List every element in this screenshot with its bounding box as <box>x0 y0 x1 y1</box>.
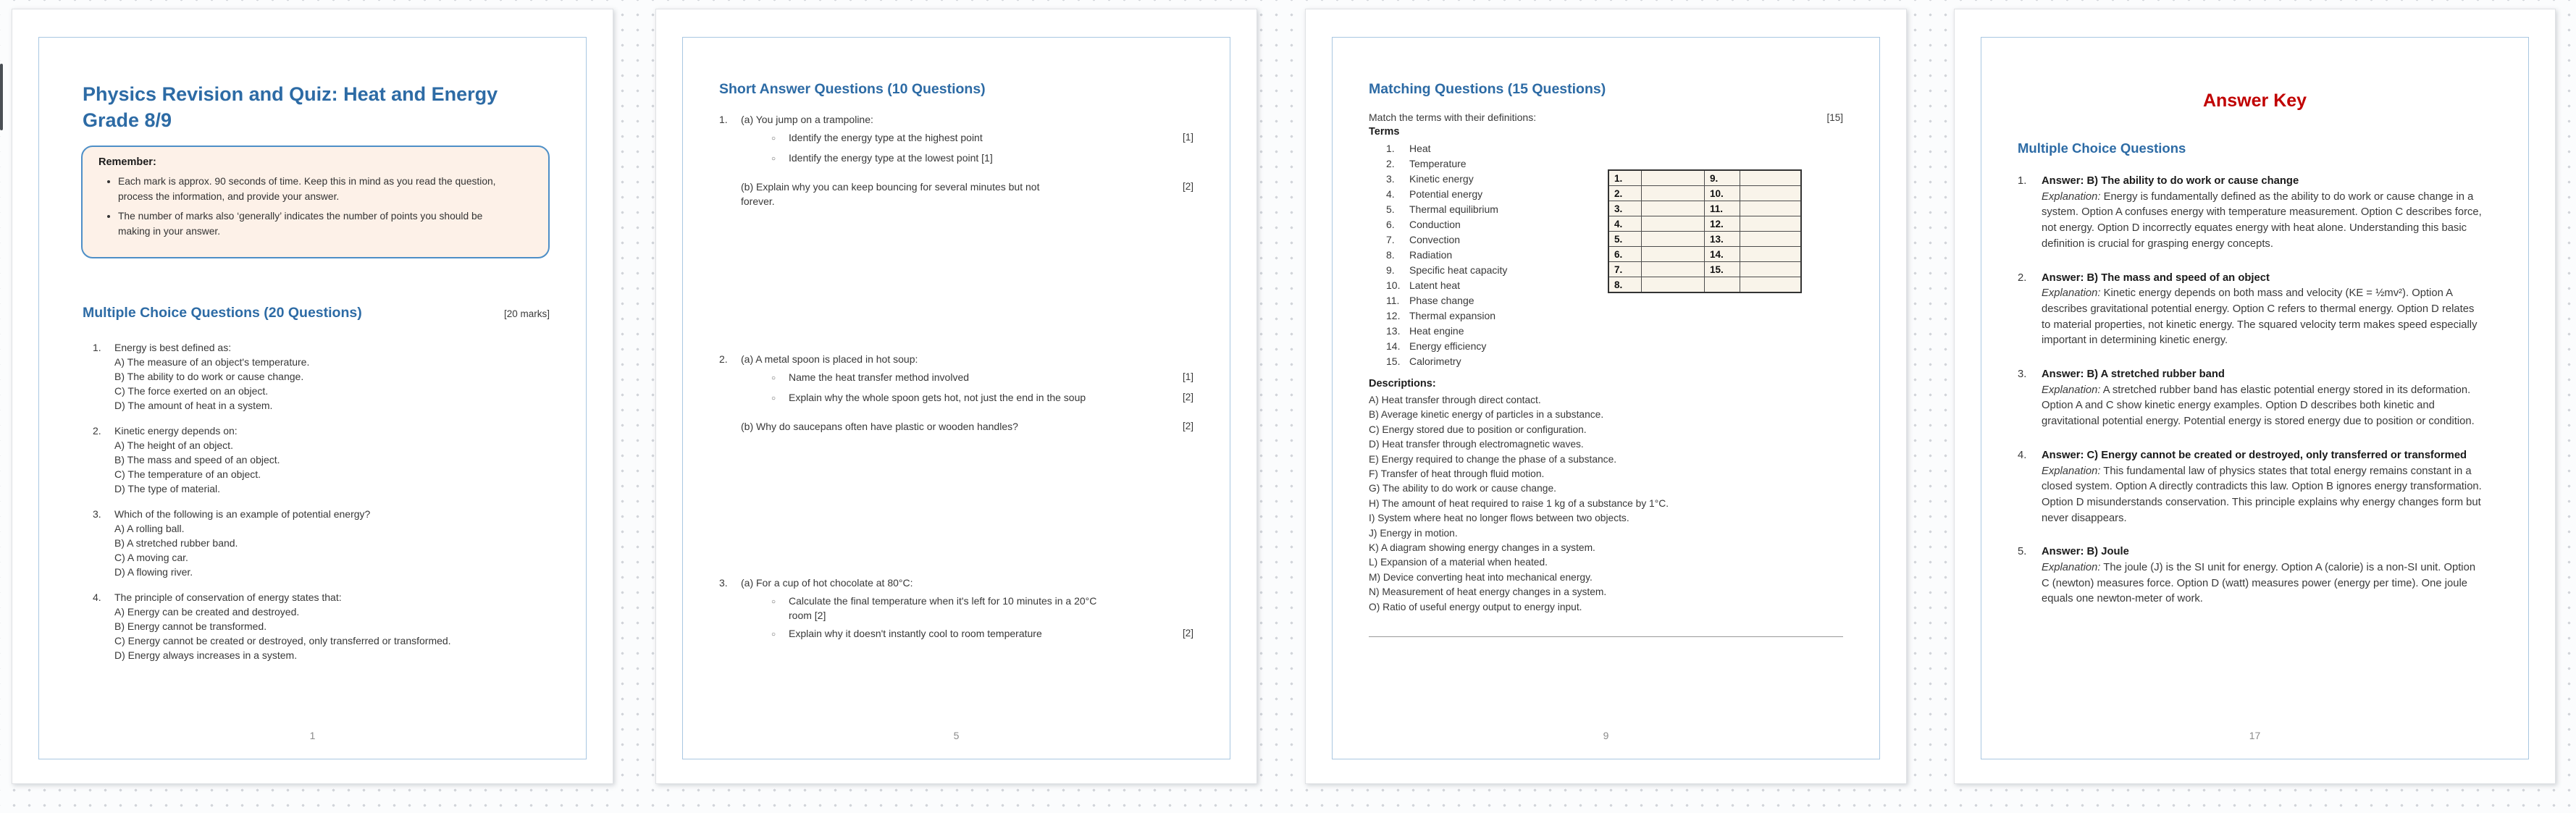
footer-divider <box>1369 636 1843 637</box>
table-cell-blank <box>1740 262 1802 277</box>
term-number: 2. <box>1386 158 1395 169</box>
table-cell-number: 13. <box>1705 232 1740 247</box>
part-b-text: (b) Why do saucepans often have plastic or wooden handles? <box>741 421 1018 432</box>
term-text: Phase change <box>1409 295 1474 306</box>
description-line: H) The amount of heat required to raise 1 kg of a substance by 1°C. <box>1369 497 1669 509</box>
question-number: 2. <box>93 424 101 437</box>
descriptions-label: Descriptions: <box>1369 378 1436 389</box>
term-text: Temperature <box>1409 158 1467 169</box>
table-cell-blank <box>1642 247 1705 262</box>
mcq-list <box>93 340 550 662</box>
mcq-question-4 <box>93 590 550 662</box>
table-cell-number: 4. <box>1608 216 1642 232</box>
description-line: C) Energy stored due to position or configuration. <box>1369 424 1587 435</box>
table-cell-number: 14. <box>1705 247 1740 262</box>
sub-question <box>741 370 1193 387</box>
table-cell-blank <box>1740 201 1802 216</box>
term-text: Convection <box>1409 234 1461 245</box>
answer-line: Answer: B) The mass and speed of an object <box>2042 271 2270 284</box>
answer-line: Answer: B) Joule <box>2042 546 2129 558</box>
term-number: 4. <box>1386 188 1395 200</box>
mcq-total-marks: [20 marks] <box>503 308 550 319</box>
description-line: L) Expansion of a material when heated. <box>1369 557 1548 568</box>
term-number: 8. <box>1386 249 1395 261</box>
description-line: J) Energy in motion. <box>1369 527 1458 539</box>
option-line: B) Energy cannot be transformed. <box>114 620 267 632</box>
term-item <box>1386 308 1843 324</box>
sa-question-3 <box>719 576 1193 643</box>
table-cell-blank <box>1740 232 1802 247</box>
table-cell-number: 15. <box>1705 262 1740 277</box>
description-line: G) The ability to do work or cause change. <box>1369 483 1556 494</box>
sa-question-2 <box>719 352 1193 434</box>
description-line: N) Measurement of heat energy changes in a system. <box>1369 586 1607 598</box>
table-row <box>1608 186 1801 201</box>
answer-number: 2. <box>2018 271 2027 284</box>
sub-question <box>741 151 1193 167</box>
terms-label: Terms <box>1369 126 1400 138</box>
explanation-text: A stretched rubber band has elastic potential energy stored in its deformation. Option A and C show kinetic energy examples. Option D describes both kinetic and gravitational potential energy. Potential energy is stored energy due to position or condition. <box>2042 384 2475 428</box>
left-edge-artifact <box>0 64 3 130</box>
marks-badge: [15] <box>1826 112 1843 123</box>
term-text: Radiation <box>1409 249 1453 261</box>
explanation-text: Kinetic energy depends on both mass and velocity (KE = ½mv²). Option A describes gravitational potential energy. Option C refers to thermal energy. Option D relates to material properties, not kinetic energy. The squared velocity term makes speed especially important in determining kinetic energy. <box>2042 287 2478 347</box>
table-cell-blank <box>1740 277 1802 293</box>
table-cell-number: 10. <box>1705 186 1740 201</box>
option-line: D) The amount of heat in a system. <box>114 399 273 411</box>
explanation <box>2042 464 2483 527</box>
sub-question <box>741 594 1193 623</box>
explanation-label: Explanation: <box>2042 190 2101 203</box>
answer-line: Answer: B) A stretched rubber band <box>2042 368 2225 381</box>
table-row <box>1608 262 1801 277</box>
term-text: Thermal expansion <box>1409 310 1496 321</box>
table-cell-number: 11. <box>1705 201 1740 216</box>
mcq-heading: Multiple Choice Questions (20 Questions) <box>83 304 362 321</box>
table-cell-number <box>1705 277 1740 293</box>
matching-instruction-row <box>1369 111 1843 123</box>
description-line: M) Device converting heat into mechanical energy. <box>1369 571 1593 583</box>
term-item <box>1386 324 1843 339</box>
table-cell-number: 5. <box>1608 232 1642 247</box>
term-item <box>1386 293 1843 308</box>
term-text: Heat <box>1409 143 1431 154</box>
description-line: F) Transfer of heat through fluid motion. <box>1369 468 1545 480</box>
page-number: 1 <box>309 730 316 741</box>
option-line: B) A stretched rubber band. <box>114 536 238 549</box>
option-line: C) A moving car. <box>114 551 188 563</box>
marks-badge: [1] <box>1182 371 1193 382</box>
mcq-question-1 <box>93 340 550 413</box>
option-line: A) Energy can be created and destroyed. <box>114 605 300 618</box>
table-cell-blank <box>1740 247 1802 262</box>
explanation-text: The joule (J) is the SI unit for energy. Option A (calorie) is a non-SI unit. Option C (newton) measures force. Option D (watt) measures power (energy per time). One joule equals one newton-meter of work. <box>2042 562 2476 605</box>
mcq-question-3 <box>93 507 550 579</box>
term-text: Calorimetry <box>1409 355 1461 367</box>
table-cell-number: 9. <box>1705 170 1740 186</box>
term-number: 12. <box>1386 310 1401 321</box>
table-cell-number: 12. <box>1705 216 1740 232</box>
explanation-label: Explanation: <box>2042 384 2101 396</box>
explanation-label: Explanation: <box>2042 287 2101 300</box>
term-number: 3. <box>1386 173 1395 185</box>
option-line: C) Energy cannot be created or destroyed, only transferred or transformed. <box>114 634 451 646</box>
matching-instruction: Match the terms with their definitions: <box>1369 111 1537 123</box>
question-text: Kinetic energy depends on: <box>114 424 238 437</box>
option-line: D) The type of material. <box>114 482 221 494</box>
term-text: Potential energy <box>1409 188 1483 200</box>
matching-answer-table <box>1608 169 1802 293</box>
term-text: Specific heat capacity <box>1409 264 1508 276</box>
page-4 <box>1954 9 2556 784</box>
option-line: C) The temperature of an object. <box>114 468 261 480</box>
term-number: 9. <box>1386 264 1395 276</box>
term-item <box>1386 141 1843 156</box>
question-part-b <box>741 180 1193 208</box>
table-cell-number: 8. <box>1608 277 1642 293</box>
answer-item-5 <box>2018 544 2492 607</box>
marks-badge: [2] <box>1182 181 1193 192</box>
explanation-label: Explanation: <box>2042 465 2101 477</box>
remember-list <box>98 174 532 240</box>
question-part-a: (a) For a cup of hot chocolate at 80°C: <box>741 577 913 589</box>
sub-question <box>741 130 1193 147</box>
table-row <box>1608 201 1801 216</box>
table-cell-number: 7. <box>1608 262 1642 277</box>
answer-line: Answer: C) Energy cannot be created or destroyed, only transferred or transformed <box>2042 449 2467 461</box>
answer-key-list <box>2018 174 2492 607</box>
page-1 <box>12 9 613 784</box>
answer-item-4 <box>2018 448 2492 527</box>
circle-bullet-icon <box>771 390 789 407</box>
circle-bullet-icon <box>771 594 789 623</box>
term-text: Kinetic energy <box>1409 173 1474 185</box>
question-number: 4. <box>93 591 101 603</box>
sub-question <box>741 626 1193 643</box>
page-2-frame <box>682 37 1230 759</box>
table-row <box>1608 247 1801 262</box>
matching-heading: Matching Questions (15 Questions) <box>1369 81 1606 97</box>
term-number: 5. <box>1386 203 1395 215</box>
table-cell-blank <box>1642 186 1705 201</box>
table-cell-blank <box>1642 216 1705 232</box>
table-cell-blank <box>1642 277 1705 293</box>
term-number: 14. <box>1386 340 1401 352</box>
page-4-frame <box>1981 37 2529 759</box>
table-cell-blank <box>1642 170 1705 186</box>
sub-question-text: Identify the energy type at the highest point <box>789 132 983 143</box>
question-part-b <box>741 419 1193 434</box>
option-line: D) Energy always increases in a system. <box>114 649 298 661</box>
marks-badge: [2] <box>1182 628 1193 639</box>
answer-number: 4. <box>2018 449 2027 461</box>
term-number: 11. <box>1386 295 1400 306</box>
table-cell-blank <box>1642 201 1705 216</box>
table-cell-blank <box>1740 216 1802 232</box>
option-line: C) The force exerted on an object. <box>114 384 269 397</box>
circle-bullet-icon <box>771 370 789 387</box>
page-number: 9 <box>1603 730 1609 741</box>
explanation <box>2042 383 2483 430</box>
sub-question-text: Name the heat transfer method involved <box>789 371 970 383</box>
term-number: 13. <box>1386 325 1401 337</box>
question-text: Energy is best defined as: <box>114 341 232 353</box>
sub-question <box>741 390 1193 407</box>
term-text: Heat engine <box>1409 325 1464 337</box>
question-part-a: (a) A metal spoon is placed in hot soup: <box>741 353 918 365</box>
table-row <box>1608 216 1801 232</box>
marks-badge: [2] <box>1182 392 1193 403</box>
term-item <box>1386 339 1843 354</box>
circle-bullet-icon <box>771 626 789 643</box>
explanation <box>2042 286 2483 349</box>
term-text: Thermal equilibrium <box>1409 203 1498 215</box>
table-row <box>1608 232 1801 247</box>
part-b-text: (b) Explain why you can keep bouncing for several minutes but not forever. <box>741 181 1040 207</box>
description-line: I) System where heat no longer flows between two objects. <box>1369 513 1629 524</box>
explanation-text: This fundamental law of physics states that total energy remains constant in a closed system. Option A directly contradicts this law. Option B ignores energy transformation. Option D misunderstands conservation. This principle explains why energy changes form but never disappears. <box>2042 465 2482 524</box>
term-item <box>1386 354 1843 369</box>
page-2 <box>655 9 1257 784</box>
question-number: 1. <box>93 341 101 353</box>
question-number: 2. <box>719 353 728 365</box>
answer-item-2 <box>2018 271 2492 350</box>
table-cell-blank <box>1642 262 1705 277</box>
question-text: Which of the following is an example of potential energy? <box>114 507 371 520</box>
explanation <box>2042 560 2483 607</box>
sub-question-text: Explain why it doesn't instantly cool to room temperature <box>789 628 1042 639</box>
description-line: O) Ratio of useful energy output to energy input. <box>1369 601 1582 612</box>
table-cell-number: 6. <box>1608 247 1642 262</box>
description-line: K) A diagram showing energy changes in a system. <box>1369 542 1595 554</box>
table-row <box>1608 277 1801 293</box>
page-3-frame <box>1332 37 1880 759</box>
mcq-heading-row <box>83 305 550 321</box>
term-text: Latent heat <box>1409 279 1461 291</box>
question-text: The principle of conservation of energy states that: <box>114 591 342 603</box>
answer-number: 5. <box>2018 546 2027 558</box>
table-cell-blank <box>1740 170 1802 186</box>
term-number: 6. <box>1386 219 1395 230</box>
circle-bullet-icon <box>771 151 789 167</box>
answer-line: Answer: B) The ability to do work or cause change <box>2042 175 2299 187</box>
table-cell-blank <box>1642 232 1705 247</box>
descriptions-list <box>1369 393 1843 615</box>
remember-bullet: • Each mark is approx. 90 seconds of time. Keep this in mind as you read the question, process the information, and provide your answer. <box>118 174 509 204</box>
description-line: A) Heat transfer through direct contact. <box>1369 395 1541 405</box>
short-answer-heading: Short Answer Questions (10 Questions) <box>719 81 986 97</box>
sub-question-text: Explain why the whole spoon gets hot, not just the end in the soup <box>789 392 1086 403</box>
mcq-question-2 <box>93 424 550 496</box>
description-line: E) Energy required to change the phase of a substance. <box>1369 453 1617 465</box>
question-number: 1. <box>719 114 728 125</box>
marks-badge: [2] <box>1182 421 1193 431</box>
answer-item-1 <box>2018 174 2492 253</box>
sub-question-text: Identify the energy type at the lowest point [1] <box>789 152 993 164</box>
term-number: 15. <box>1386 355 1401 367</box>
sub-question-text: Calculate the final temperature when it's left for 10 minutes in a 20°C room [2] <box>789 595 1097 621</box>
answer-number: 1. <box>2018 175 2027 187</box>
question-number: 3. <box>719 577 728 589</box>
page-number: 17 <box>2249 730 2261 741</box>
marks-badge: [1] <box>1182 132 1193 143</box>
table-cell-number: 3. <box>1608 201 1642 216</box>
answer-number: 3. <box>2018 368 2027 381</box>
question-part-a: (a) You jump on a trampoline: <box>741 114 873 125</box>
remember-heading: Remember: <box>98 156 156 168</box>
page-3 <box>1305 9 1907 784</box>
option-line: D) A flowing river. <box>114 565 193 578</box>
explanation <box>2042 190 2483 253</box>
page-number: 5 <box>953 730 960 741</box>
table-row <box>1608 170 1801 186</box>
term-text: Conduction <box>1409 219 1461 230</box>
doc-title: Physics Revision and Quiz: Heat and Energy Grade 8/9 <box>83 83 498 132</box>
term-number: 1. <box>1386 143 1395 154</box>
sa-question-1 <box>719 112 1193 208</box>
option-line: B) The ability to do work or cause change. <box>114 370 304 382</box>
explanation-label: Explanation: <box>2042 562 2101 574</box>
question-number: 3. <box>93 507 101 520</box>
table-cell-number: 2. <box>1608 186 1642 201</box>
explanation-text: Energy is fundamentally defined as the ability to do work or cause change in a system. Option A confuses energy with temperature measurement. Option C describes force, not energy. Option D incorrectly equates energy with heat alone. Understanding this basic definition is crucial for grasping energy concepts. <box>2042 190 2482 250</box>
option-line: A) A rolling ball. <box>114 522 185 534</box>
option-line: A) The measure of an object's temperature. <box>114 355 310 368</box>
table-cell-number: 1. <box>1608 170 1642 186</box>
circle-bullet-icon <box>771 130 789 147</box>
answer-key-section-heading: Multiple Choice Questions <box>2018 140 2186 156</box>
remember-bullet: • The number of marks also ‘generally’ indicates the number of points you should be making in your answer. <box>118 209 509 239</box>
table-cell-blank <box>1740 186 1802 201</box>
description-line: D) Heat transfer through electromagnetic waves. <box>1369 439 1584 450</box>
term-text: Energy efficiency <box>1409 340 1487 352</box>
description-line: B) Average kinetic energy of particles in a substance. <box>1369 409 1604 421</box>
option-line: B) The mass and speed of an object. <box>114 453 280 466</box>
term-number: 10. <box>1386 279 1401 291</box>
answer-key-title: Answer Key <box>2202 90 2307 111</box>
option-line: A) The height of an object. <box>114 439 233 451</box>
answer-item-3 <box>2018 367 2492 430</box>
term-number: 7. <box>1386 234 1395 245</box>
page-1-frame <box>38 37 587 759</box>
remember-box <box>81 146 550 258</box>
